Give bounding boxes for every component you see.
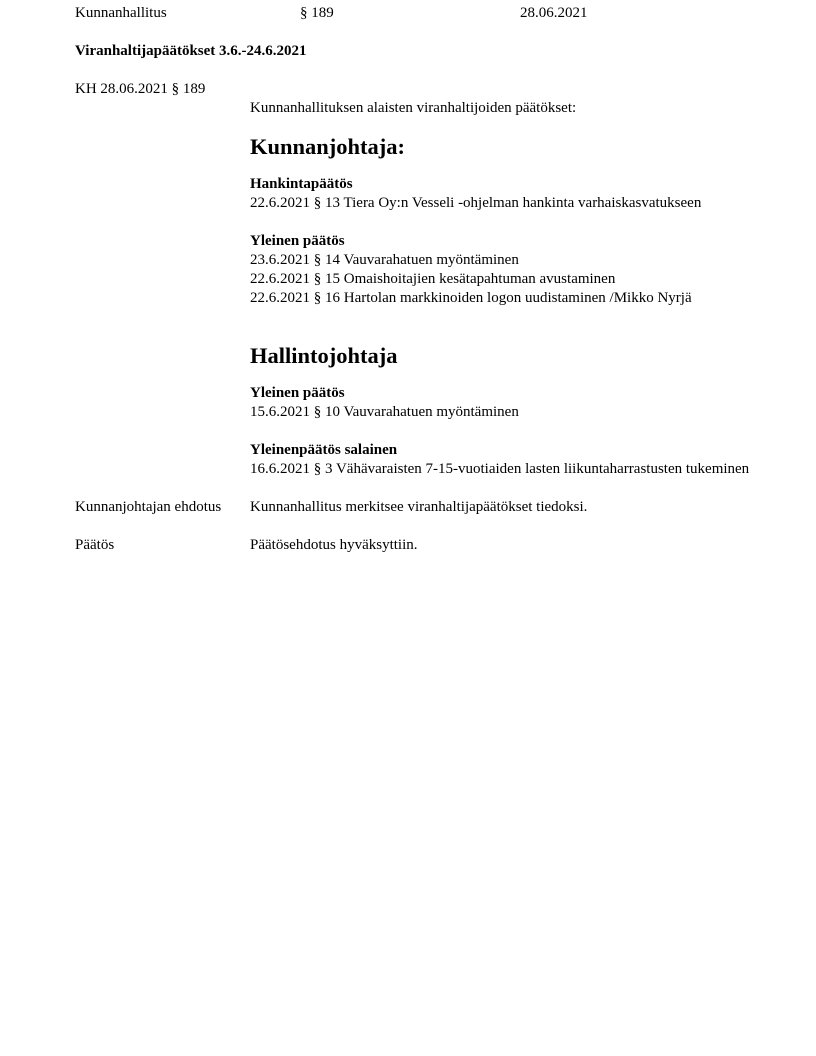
decision-list	[250, 99, 755, 479]
decision-text: Päätösehdotus hyväksyttiin.	[250, 537, 418, 553]
group-subheading: Yleinenpäätös salainen	[250, 442, 398, 458]
section-heading-hallintojohtaja: Hallintojohtaja	[250, 343, 398, 368]
decision-item: 15.6.2021 § 10 Vauvarahatuen myöntäminen	[250, 404, 519, 420]
decision-item: 22.6.2021 § 13 Tiera Oy:n Vesseli -ohjelman hankinta varhaiskasvatukseen	[250, 195, 702, 211]
proposal-text: Kunnanhallitus merkitsee viranhaltijapäätökset tiedoksi.	[250, 499, 588, 515]
group-subheading: Hankintapäätös	[250, 176, 353, 192]
decision-group	[250, 232, 755, 308]
decision-item: 22.6.2021 § 15 Omaishoitajien kesätapahtuman avustaminen	[250, 271, 616, 287]
group-subheading: Yleinen päätös	[250, 385, 345, 401]
decision-group	[250, 441, 755, 479]
decision-item: 23.6.2021 § 14 Vauvarahatuen myöntäminen	[250, 252, 519, 268]
proposal-label: Kunnanjohtajan ehdotus	[75, 499, 222, 515]
decision-row	[75, 536, 776, 555]
decision-item: 22.6.2021 § 16 Hartolan markkinoiden logon uudistaminen /Mikko Nyrjä	[250, 290, 692, 306]
decision-group	[250, 175, 755, 213]
header-org: Kunnanhallitus	[75, 5, 167, 21]
decision-group	[250, 384, 755, 422]
document-title: Viranhaltijapäätökset 3.6.-24.6.2021	[75, 43, 307, 59]
header-date: 28.06.2021	[520, 5, 588, 21]
header-paragraph-number: § 189	[300, 5, 334, 21]
section-heading-kunnanjohtaja: Kunnanjohtaja:	[250, 134, 406, 159]
decision-label: Päätös	[75, 537, 115, 553]
case-reference: KH 28.06.2021 § 189	[75, 81, 206, 97]
document-header	[75, 4, 776, 23]
group-subheading: Yleinen päätös	[250, 233, 345, 249]
intro-paragraph: Kunnanhallituksen alaisten viranhaltijoiden päätökset:	[250, 100, 577, 116]
decision-item: 16.6.2021 § 3 Vähävaraisten 7-15-vuotiaiden lasten liikuntaharrastusten tukeminen	[250, 461, 750, 477]
proposal-row	[75, 498, 776, 517]
